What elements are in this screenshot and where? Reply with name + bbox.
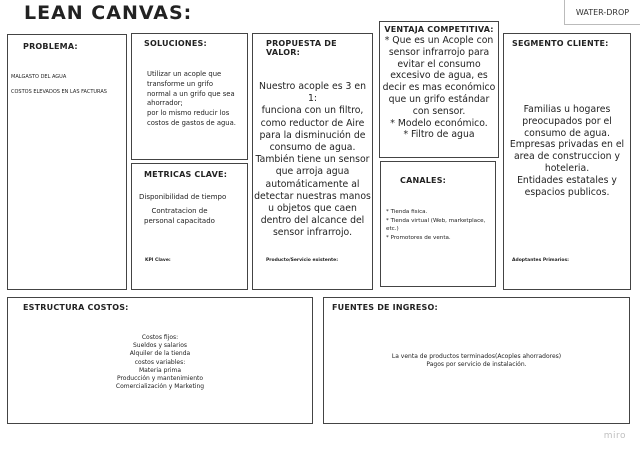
propuesta-line: u objetos que caen — [268, 203, 357, 215]
soluciones-line: por lo mismo reducir los — [147, 109, 230, 118]
ventaja-text — [380, 35, 498, 141]
soluciones-header: SOLUCIONES: — [144, 39, 207, 48]
canales-text — [386, 208, 485, 242]
propuesta-line: 1: — [307, 93, 318, 105]
segmento-card[interactable] — [503, 33, 631, 290]
ventaja-line: * Modelo económico. — [390, 117, 488, 129]
segmento-header: SEGMENTO CLIENTE: — [512, 39, 609, 48]
segmento-line: espacios publicos. — [524, 186, 610, 198]
metricas-line-1: Disponibilidad de tiempo — [139, 193, 227, 201]
soluciones-text — [147, 70, 236, 129]
miro-watermark: miro — [603, 431, 626, 441]
soluciones-line: Utilizar un acople que — [147, 70, 222, 78]
canales-line: * Tienda fisica. — [386, 209, 428, 215]
costos-line: Comercialización y Marketing — [115, 383, 205, 391]
problema-card[interactable] — [7, 34, 127, 290]
metricas-line-2a: Contratacion de — [151, 207, 208, 215]
costos-line: Sueldos y salarios — [132, 342, 188, 350]
canales-card[interactable] — [380, 161, 496, 287]
adoptantes-label: Adoptantes Primarios: — [512, 258, 569, 263]
kpi-label: KPI Clave: — [145, 258, 171, 263]
ventaja-line: con sensor. — [412, 105, 466, 117]
problema-item: MALGASTO DEL AGUA — [11, 74, 67, 80]
soluciones-line: costos de gastos de agua. — [147, 118, 236, 127]
segmento-line: Familias u hogares — [523, 104, 611, 115]
costos-line: Materia prima — [138, 366, 182, 374]
segmento-line: Entidades estatales y — [517, 174, 617, 186]
metricas-header: METRICAS CLAVE: — [144, 170, 228, 179]
soluciones-card[interactable] — [131, 33, 248, 160]
segmento-line: consumo de agua. — [524, 127, 610, 139]
propuesta-line: Nuestro acople es 3 en — [259, 81, 366, 92]
soluciones-line: normal a un grifo que sea — [147, 89, 235, 98]
costos-line: costos variables: — [134, 358, 186, 366]
ingresos-line: La venta de productos terminados(Acoples ahorradores) — [391, 353, 562, 360]
ventaja-line: sensor infrarrojo para — [388, 46, 490, 58]
ventaja-header: VENTAJA COMPETITIVA: — [384, 25, 494, 34]
propuesta-line: dentro del alcance del — [260, 215, 365, 227]
canales-header: CANALES: — [400, 176, 447, 185]
ventaja-line: evitar el consumo — [397, 58, 481, 70]
problema-header: PROBLEMA: — [23, 42, 78, 51]
propuesta-line: automáticamente al — [265, 178, 360, 190]
segmento-text — [504, 104, 630, 198]
metricas-card[interactable] — [131, 163, 248, 290]
costos-text — [8, 334, 312, 391]
propuesta-text — [253, 81, 372, 240]
propuesta-line: para la disminución de — [259, 129, 366, 141]
ventaja-line: decir es mas económico — [382, 82, 496, 94]
soluciones-line: transforme un grifo — [147, 79, 213, 88]
canales-line: * Promotores de venta. — [386, 234, 451, 241]
ingresos-line: Pagos por servicio de instalación. — [426, 361, 527, 369]
metricas-line-2b: personal capacitado — [144, 217, 215, 225]
ventaja-card[interactable] — [379, 21, 499, 158]
segmento-line: Empresas privadas en el — [509, 139, 625, 151]
propuesta-line: que arroja agua — [275, 166, 350, 178]
propuesta-line: consumo de agua. — [269, 142, 356, 154]
canvas-title: LEAN CANVAS: — [24, 2, 193, 24]
costos-line: Producción y mantenimiento — [116, 375, 204, 383]
problema-item: COSTOS ELEVADOS EN LAS FACTURAS — [11, 89, 107, 95]
propuesta-line: funciona con un filtro, — [261, 105, 364, 117]
propuesta-header: PROPUESTA DE VALOR: — [266, 39, 337, 57]
soluciones-line: ahorrador; — [147, 99, 183, 108]
ventaja-line: * Que es un Acople con — [384, 35, 494, 46]
ventaja-line: que un grifo estándar — [388, 93, 490, 105]
costos-card[interactable] — [7, 297, 313, 424]
canales-line: * Tienda virtual (Web, marketplace, — [386, 217, 486, 224]
brand-label: WATER-DROP — [564, 0, 640, 25]
canales-line: etc.) — [386, 226, 399, 232]
costos-line: Costos fijos: — [141, 334, 179, 341]
ventaja-line: * Filtro de agua — [403, 129, 475, 141]
propuesta-line: También tiene un sensor — [255, 154, 370, 166]
propuesta-card[interactable] — [252, 33, 373, 290]
propuesta-line: sensor infrarrojo. — [272, 227, 353, 239]
ventaja-line: excesivo de agua, es — [390, 70, 488, 82]
segmento-line: preocupados por el — [522, 115, 612, 127]
segmento-line: area de construccion y — [513, 151, 620, 163]
ingresos-text — [324, 353, 629, 369]
producto-existente-label: Producto/Servicio existente: — [266, 258, 339, 263]
problema-items — [11, 73, 107, 97]
propuesta-line: detectar nuestras manos — [254, 190, 371, 202]
metricas-line-2 — [132, 206, 227, 226]
costos-header: ESTRUCTURA COSTOS: — [23, 303, 129, 312]
segmento-line: hoteleria. — [544, 162, 590, 174]
costos-line: Alquiler de la tienda — [129, 350, 191, 358]
propuesta-line: como reductor de Aire — [260, 117, 365, 129]
ingresos-header: FUENTES DE INGRESO: — [332, 303, 438, 312]
ingresos-card[interactable] — [323, 297, 630, 424]
